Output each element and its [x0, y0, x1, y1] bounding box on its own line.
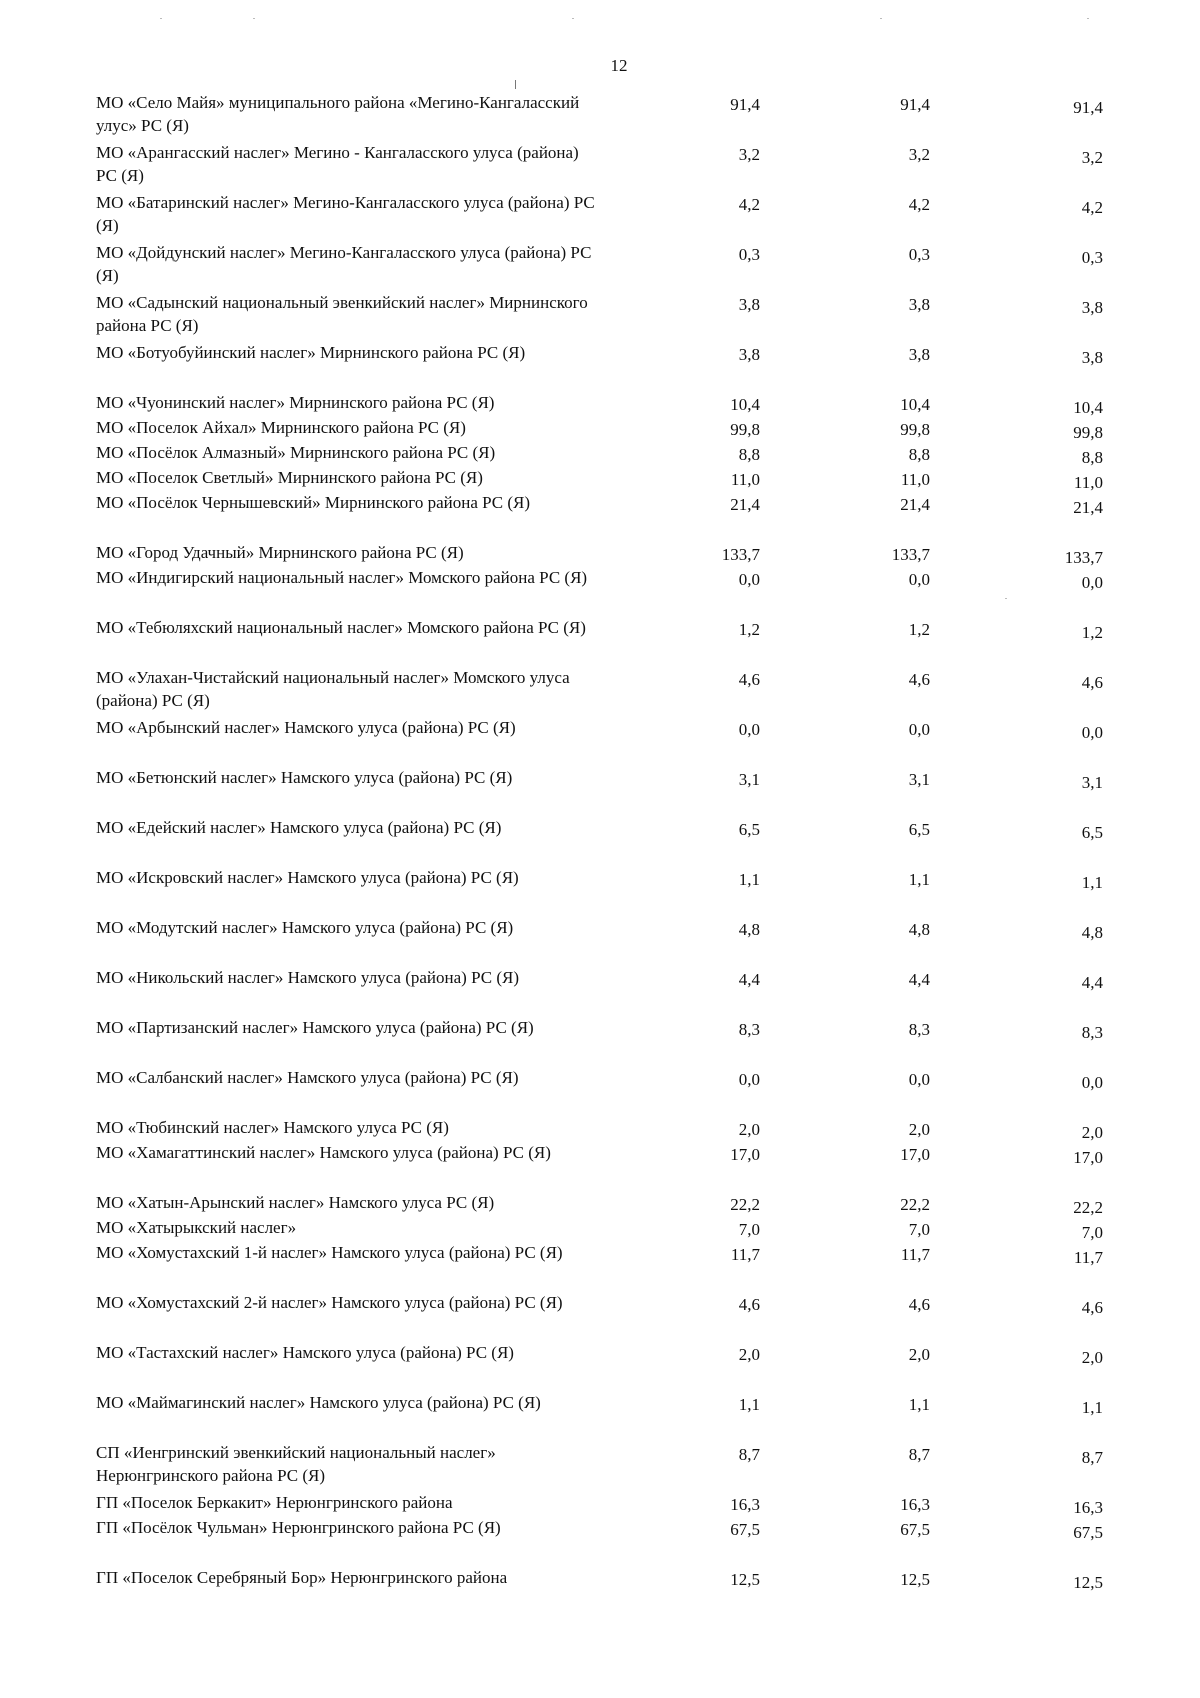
value-col-1: 12,5: [730, 1570, 760, 1589]
value-col-2: 67,5: [900, 1520, 930, 1539]
table-row: [0, 1516, 1200, 1566]
value-col-2: 17,0: [900, 1145, 930, 1164]
value-col-3: 3,8: [1081, 348, 1103, 367]
value-col-1: 4,2: [738, 195, 760, 214]
value-col-1: 7,0: [738, 1220, 760, 1239]
municipality-name: МО «Хамагаттинский наслег» Намского улуса (района) РС (Я): [96, 1143, 551, 1162]
value-col-2: 4,8: [908, 920, 930, 939]
value-col-2: 11,0: [900, 470, 930, 489]
value-col-3: 16,3: [1073, 1498, 1103, 1517]
value-col-3: 0,3: [1081, 248, 1103, 267]
value-col-2: 22,2: [900, 1195, 930, 1214]
value-col-1: 1,1: [738, 1395, 760, 1414]
value-col-2: 133,7: [891, 545, 930, 564]
value-col-3: 12,5: [1073, 1573, 1103, 1592]
value-col-2: 2,0: [908, 1345, 930, 1364]
value-col-1: 8,7: [738, 1445, 760, 1464]
value-col-2: 21,4: [900, 495, 930, 514]
value-col-2: 12,5: [900, 1570, 930, 1589]
value-col-2: 10,4: [900, 395, 930, 414]
table-row: [0, 566, 1200, 616]
value-col-2: 4,6: [908, 670, 930, 689]
value-col-3: 8,8: [1081, 448, 1103, 467]
value-col-1: 0,3: [738, 245, 760, 264]
municipality-name: МО «Город Удачный» Мирнинского района РС (Я): [96, 543, 464, 562]
table-row: [0, 966, 1200, 1016]
municipality-name: МО «Хатырыкский наслег»: [96, 1218, 297, 1237]
value-col-3: 3,2: [1081, 148, 1103, 167]
value-col-1: 11,0: [730, 470, 760, 489]
value-col-3: 0,0: [1081, 573, 1103, 592]
municipality-name: МО «Посёлок Алмазный» Мирнинского района РС (Я): [96, 443, 496, 462]
value-col-1: 11,7: [730, 1245, 760, 1264]
value-col-1: 3,1: [738, 770, 760, 789]
table-row: [0, 816, 1200, 866]
municipality-name: МО «Партизанский наслег» Намского улуса (района) РС (Я): [96, 1018, 534, 1037]
municipality-name: МО «Искровский наслег» Намского улуса (района) РС (Я): [96, 868, 519, 887]
value-col-2: 8,8: [908, 445, 930, 464]
value-col-3: 99,8: [1073, 423, 1103, 442]
municipality-name: МО «Модутский наслег» Намского улуса (района) РС (Я): [96, 918, 514, 937]
table-row: [0, 1566, 1200, 1616]
value-col-3: 3,8: [1081, 298, 1103, 317]
value-col-1: 4,4: [738, 970, 760, 989]
value-col-1: 16,3: [730, 1495, 760, 1514]
table-row: [0, 541, 1200, 566]
value-col-1: 0,0: [738, 1070, 760, 1089]
table-row: [0, 341, 1200, 391]
municipality-name: МО «Едейский наслег» Намского улуса (района) РС (Я): [96, 818, 502, 837]
value-col-3: 133,7: [1064, 548, 1103, 567]
scan-speck: [253, 18, 255, 19]
municipality-name: МО «Тебюляхский национальный наслег» Момского района РС (Я): [96, 618, 586, 637]
municipality-name: МО «Никольский наслег» Намского улуса (района) РС (Я): [96, 968, 519, 987]
table-row: [0, 491, 1200, 541]
table-row: [0, 766, 1200, 816]
value-col-3: 4,2: [1081, 198, 1103, 217]
value-col-3: 2,0: [1081, 1348, 1103, 1367]
table-row: [0, 716, 1200, 766]
value-col-1: 133,7: [721, 545, 760, 564]
value-col-2: 1,1: [908, 1395, 930, 1414]
municipality-name: МО «Село Майя» муниципального района «Мегино-Кангаласский улус» РС (Я): [96, 93, 580, 135]
value-col-2: 3,8: [908, 345, 930, 364]
scan-speck: [880, 18, 882, 19]
table-row: [0, 1341, 1200, 1391]
value-col-3: 11,0: [1073, 473, 1103, 492]
table-row: [0, 466, 1200, 491]
value-col-2: 0,0: [908, 720, 930, 739]
value-col-1: 91,4: [730, 95, 760, 114]
value-col-3: 3,1: [1081, 773, 1103, 792]
municipality-name: ГП «Посёлок Чульман» Нерюнгринского района РС (Я): [96, 1518, 501, 1537]
municipality-name: ГП «Поселок Серебряный Бор» Нерюнгринского района: [96, 1568, 508, 1587]
value-col-2: 2,0: [908, 1120, 930, 1139]
table-row: [0, 1116, 1200, 1141]
value-col-2: 4,6: [908, 1295, 930, 1314]
value-col-2: 0,3: [908, 245, 930, 264]
municipality-name: МО «Поселок Айхал» Мирнинского района РС (Я): [96, 418, 466, 437]
value-col-2: 8,7: [908, 1445, 930, 1464]
value-col-3: 11,7: [1073, 1248, 1103, 1267]
table-row: [0, 1216, 1200, 1241]
value-col-3: 2,0: [1081, 1123, 1103, 1142]
value-col-3: 1,2: [1081, 623, 1103, 642]
table-row: [0, 1016, 1200, 1066]
value-col-1: 1,1: [738, 870, 760, 889]
table-row: [0, 916, 1200, 966]
municipality-name: ГП «Поселок Беркакит» Нерюнгринского района: [96, 1493, 453, 1512]
value-col-2: 16,3: [900, 1495, 930, 1514]
value-col-2: 3,8: [908, 295, 930, 314]
value-col-1: 8,8: [738, 445, 760, 464]
value-col-1: 1,2: [738, 620, 760, 639]
value-col-1: 8,3: [738, 1020, 760, 1039]
table-row: [0, 416, 1200, 441]
table-row: [0, 1066, 1200, 1116]
municipality-name: МО «Салбанский наслег» Намского улуса (района) РС (Я): [96, 1068, 519, 1087]
value-col-1: 3,8: [738, 295, 760, 314]
value-col-3: 8,7: [1081, 1448, 1103, 1467]
municipality-name: МО «Индигирский национальный наслег» Момского района РС (Я): [96, 568, 588, 587]
value-col-1: 2,0: [738, 1345, 760, 1364]
municipality-name: МО «Дойдунский наслег» Мегино-Кангаласского улуса (района) РС (Я): [96, 243, 592, 285]
value-col-1: 0,0: [738, 570, 760, 589]
municipality-name: МО «Садынский национальный эвенкийский наслег» Мирнинского района РС (Я): [96, 293, 588, 335]
scan-mark: [515, 80, 516, 89]
value-col-2: 0,0: [908, 1070, 930, 1089]
value-col-3: 6,5: [1081, 823, 1103, 842]
table-row: [0, 1291, 1200, 1341]
value-col-1: 4,6: [738, 1295, 760, 1314]
municipality-name: МО «Хатын-Арынский наслег» Намского улуса РС (Я): [96, 1193, 495, 1212]
table-row: [0, 1491, 1200, 1516]
value-col-3: 67,5: [1073, 1523, 1103, 1542]
value-col-2: 4,2: [908, 195, 930, 214]
municipality-name: МО «Ботуобуйинский наслег» Мирнинского района РС (Я): [96, 343, 526, 362]
municipality-name: МО «Поселок Светлый» Мирнинского района РС (Я): [96, 468, 483, 487]
table-row: [0, 616, 1200, 666]
value-col-3: 4,4: [1081, 973, 1103, 992]
value-col-3: 7,0: [1081, 1223, 1103, 1242]
municipality-name: МО «Арангасский наслег» Мегино - Кангаласского улуса (района) РС (Я): [96, 143, 579, 185]
value-col-3: 21,4: [1073, 498, 1103, 517]
value-col-1: 0,0: [738, 720, 760, 739]
value-col-1: 2,0: [738, 1120, 760, 1139]
page-number: 12: [610, 56, 628, 75]
value-col-2: 3,1: [908, 770, 930, 789]
municipality-name: СП «Иенгринский эвенкийский национальный наслег» Нерюнгринского района РС (Я): [96, 1443, 496, 1485]
value-col-1: 6,5: [738, 820, 760, 839]
municipality-name: МО «Тастахский наслег» Намского улуса (района) РС (Я): [96, 1343, 514, 1362]
value-col-2: 91,4: [900, 95, 930, 114]
value-col-1: 4,8: [738, 920, 760, 939]
table-row: [0, 241, 1200, 291]
value-col-3: 17,0: [1073, 1148, 1103, 1167]
value-col-1: 67,5: [730, 1520, 760, 1539]
table-row: [0, 666, 1200, 716]
scan-speck: [572, 18, 574, 19]
value-col-3: 1,1: [1081, 873, 1103, 892]
table-row: [0, 191, 1200, 241]
value-col-1: 10,4: [730, 395, 760, 414]
municipality-name: МО «Чуонинский наслег» Мирнинского района РС (Я): [96, 393, 495, 412]
value-col-2: 1,1: [908, 870, 930, 889]
value-col-2: 6,5: [908, 820, 930, 839]
value-col-3: 4,6: [1081, 673, 1103, 692]
municipality-name: МО «Маймагинский наслег» Намского улуса (района) РС (Я): [96, 1393, 541, 1412]
municipality-name: МО «Бетюнский наслег» Намского улуса (района) РС (Я): [96, 768, 513, 787]
value-col-1: 3,8: [738, 345, 760, 364]
value-col-2: 4,4: [908, 970, 930, 989]
municipality-name: МО «Арбынский наслег» Намского улуса (района) РС (Я): [96, 718, 516, 737]
value-col-3: 1,1: [1081, 1398, 1103, 1417]
table-row: [0, 91, 1200, 141]
table-row: [0, 291, 1200, 341]
scan-speck: [1087, 18, 1089, 19]
table-row: [0, 1141, 1200, 1191]
municipality-name: МО «Посёлок Чернышевский» Мирнинского района РС (Я): [96, 493, 531, 512]
value-col-2: 0,0: [908, 570, 930, 589]
value-col-1: 99,8: [730, 420, 760, 439]
table-row: [0, 141, 1200, 191]
value-col-3: 22,2: [1073, 1198, 1103, 1217]
table-row: [0, 866, 1200, 916]
municipality-name: МО «Хомустахский 2-й наслег» Намского улуса (района) РС (Я): [96, 1293, 563, 1312]
value-col-3: 10,4: [1073, 398, 1103, 417]
value-col-3: 4,6: [1081, 1298, 1103, 1317]
value-col-2: 99,8: [900, 420, 930, 439]
value-col-2: 8,3: [908, 1020, 930, 1039]
table-row: [0, 1441, 1200, 1491]
value-col-3: 0,0: [1081, 723, 1103, 742]
table-row: [0, 441, 1200, 466]
municipality-name: МО «Хомустахский 1-й наслег» Намского улуса (района) РС (Я): [96, 1243, 563, 1262]
value-col-2: 11,7: [900, 1245, 930, 1264]
value-col-3: 4,8: [1081, 923, 1103, 942]
value-col-3: 0,0: [1081, 1073, 1103, 1092]
municipality-name: МО «Улахан-Чистайский национальный наслег» Момского улуса (района) РС (Я): [96, 668, 570, 710]
value-col-1: 21,4: [730, 495, 760, 514]
municipality-name: МО «Тюбинский наслег» Намского улуса РС (Я): [96, 1118, 449, 1137]
value-col-1: 17,0: [730, 1145, 760, 1164]
data-table: [0, 91, 1200, 1616]
municipality-name: МО «Батаринский наслег» Мегино-Кангаласского улуса (района) РС (Я): [96, 193, 595, 235]
value-col-2: 3,2: [908, 145, 930, 164]
value-col-2: 1,2: [908, 620, 930, 639]
value-col-3: 8,3: [1081, 1023, 1103, 1042]
table-row: [0, 391, 1200, 416]
value-col-1: 22,2: [730, 1195, 760, 1214]
value-col-1: 3,2: [738, 145, 760, 164]
scan-speck: [160, 18, 162, 19]
table-row: [0, 1391, 1200, 1441]
table-row: [0, 1241, 1200, 1291]
value-col-1: 4,6: [738, 670, 760, 689]
value-col-2: 7,0: [908, 1220, 930, 1239]
table-row: [0, 1191, 1200, 1216]
value-col-3: 91,4: [1073, 98, 1103, 117]
